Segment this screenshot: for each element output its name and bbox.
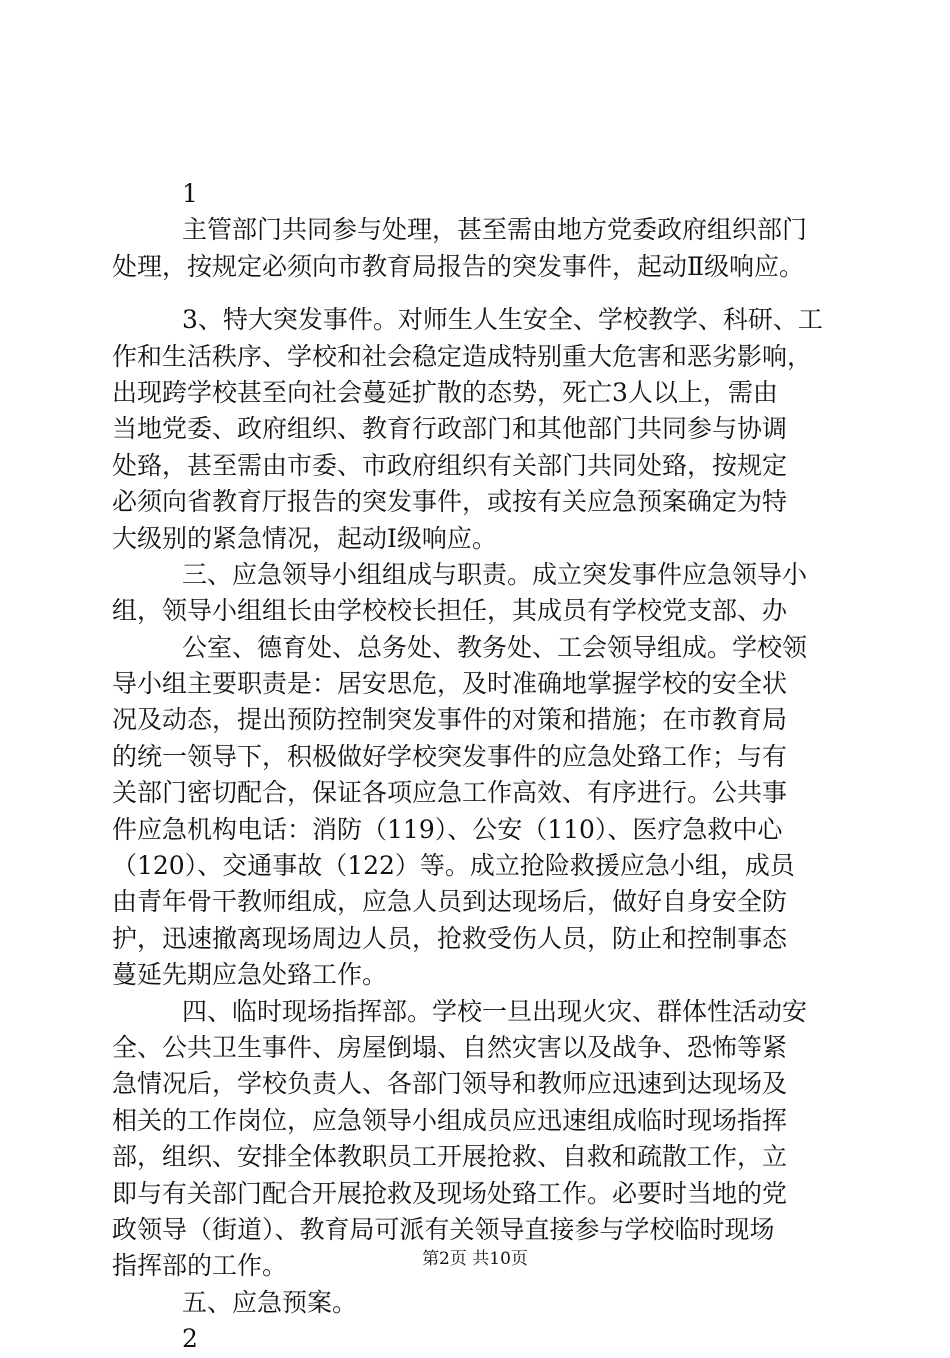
- page-marker-bottom: 2: [182, 1324, 198, 1354]
- page-footer: 第2页 共10页: [422, 1249, 528, 1269]
- paragraph-line: 3、特大突发事件。对师生人生安全、学校教学、科研、工: [182, 305, 823, 335]
- page-marker-top: 1: [182, 179, 198, 208]
- paragraph-line: 指挥部的工作。: [112, 1251, 288, 1281]
- paragraph-line: 出现跨学校甚至向社会蔓延扩散的态势，死亡3人以上，需由: [112, 377, 778, 407]
- paragraph-line: 关部门密切配合，保证各项应急工作高效、有序进行。公共事: [112, 778, 788, 808]
- paragraph-line: （120）、交通事故（122）等。成立抢险救援应急小组，成员: [112, 851, 795, 881]
- paragraph-line: 即与有关部门配合开展抢救及现场处臵工作。必要时当地的党: [112, 1178, 788, 1208]
- paragraph-line: 部，组织、安排全体教职员工开展抢救、自救和疏散工作，立: [112, 1142, 788, 1172]
- paragraph-line: 五、应急预案。: [182, 1287, 358, 1317]
- paragraph-line: 件应急机构电话：消防（119）、公安（110）、医疗急救中心: [112, 814, 783, 844]
- paragraph-gap: [112, 285, 850, 302]
- paragraph-line: 作和生活秩序、学校和社会稳定造成特别重大危害和恶劣影响，: [112, 341, 813, 371]
- paragraph-line: 由青年骨干教师组成，应急人员到达现场后，做好自身安全防: [112, 887, 788, 917]
- paragraph-line: 处臵，甚至需由市委、市政府组织有关部门共同处臵，按规定: [112, 450, 788, 480]
- paragraph-line: 公室、德育处、总务处、教务处、工会领导组成。学校领: [182, 632, 808, 662]
- paragraph-line: 导小组主要职责是：居安思危，及时准确地掌握学校的安全状: [112, 669, 788, 699]
- paragraph-line: 三、应急领导小组组成与职责。成立突发事件应急领导小: [182, 559, 808, 589]
- paragraph-line: 主管部门共同参与处理，甚至需由地方党委政府组织部门: [182, 215, 808, 245]
- paragraph-line: 大级别的紧急情况，起动Ⅰ级响应。: [112, 523, 497, 553]
- paragraph-line: 护，迅速撤离现场周边人员，抢救受伤人员，防止和控制事态: [112, 923, 788, 953]
- paragraph-line: 全、公共卫生事件、房屋倒塌、自然灾害以及战争、恐怖等紧: [112, 1032, 788, 1062]
- paragraph-line: 况及动态，提出预防控制突发事件的对策和措施；在市教育局: [112, 705, 788, 735]
- paragraph-line: 急情况后，学校负责人、各部门领导和教师应迅速到达现场及: [112, 1069, 788, 1099]
- paragraph-line: 政领导（街道）、教育局可派有关领导直接参与学校临时现场: [112, 1214, 775, 1244]
- paragraph-line: 相关的工作岗位，应急领导小组成员应迅速组成临时现场指挥: [112, 1105, 788, 1135]
- document-body: [112, 176, 850, 1358]
- paragraph-line: 组，领导小组组长由学校校长担任，其成员有学校党支部、办: [112, 596, 788, 626]
- paragraph-line: 必须向省教育厅报告的突发事件，或按有关应急预案确定为特: [112, 487, 788, 517]
- paragraph-line: 当地党委、政府组织、教育行政部门和其他部门共同参与协调: [112, 414, 788, 444]
- paragraph-line: 处理，按规定必须向市教育局报告的突发事件，起动Ⅱ级响应。: [112, 251, 804, 281]
- paragraph-line: 四、临时现场指挥部。学校一旦出现火灾、群体性活动安: [182, 996, 808, 1026]
- paragraph-line: 的统一领导下，积极做好学校突发事件的应急处臵工作；与有: [112, 741, 788, 771]
- paragraph-line: 蔓延先期应急处臵工作。: [112, 960, 388, 990]
